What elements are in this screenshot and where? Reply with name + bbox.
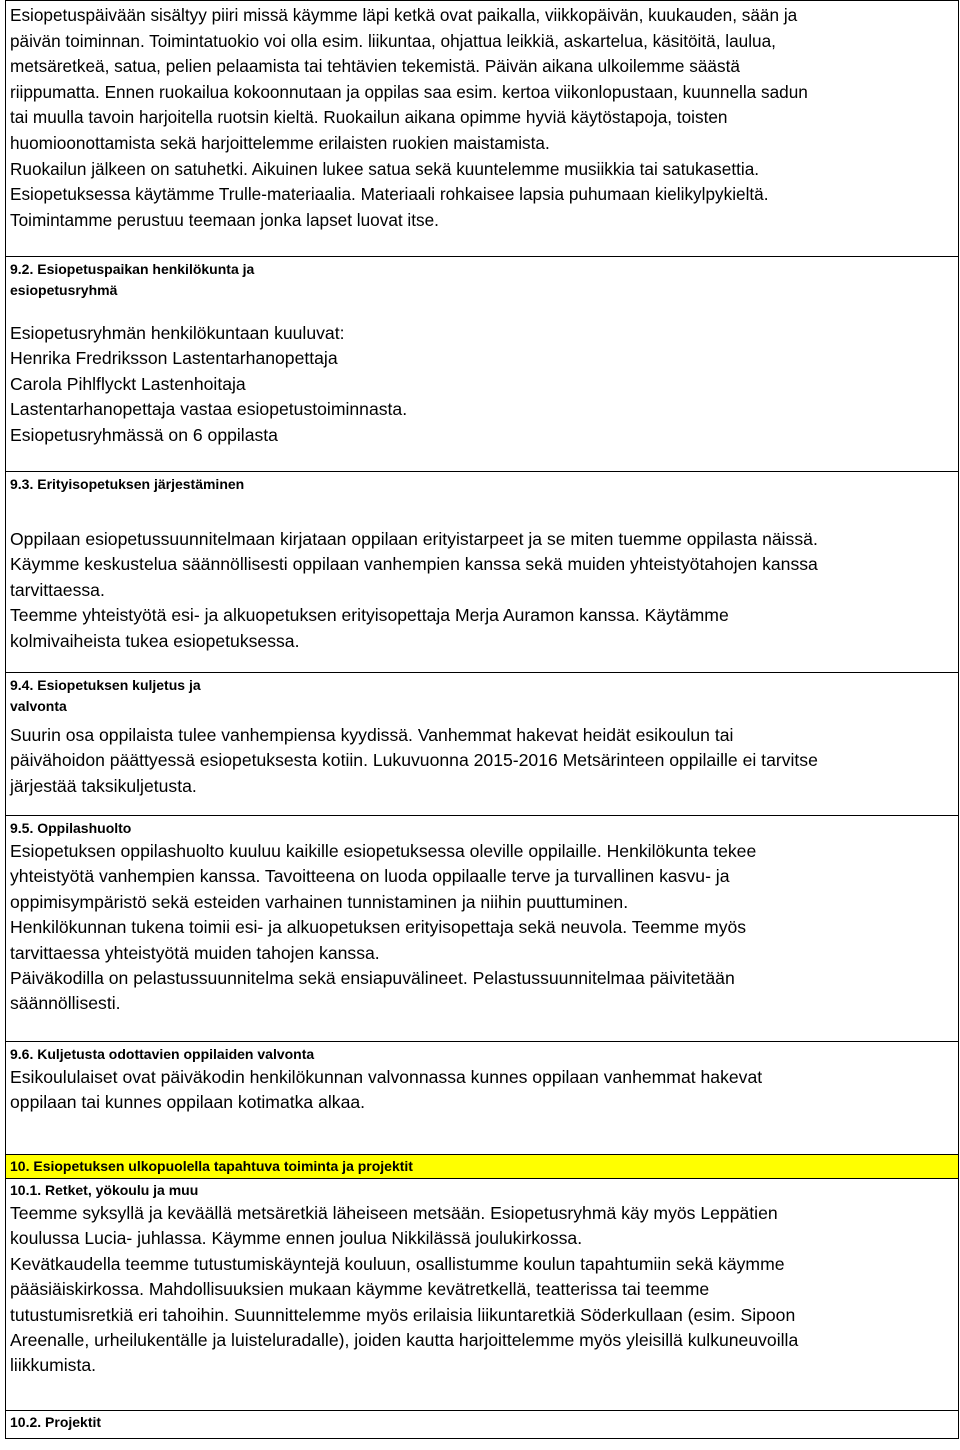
intro-cell [6, 1, 959, 257]
intro-row [6, 1, 959, 257]
section-10-1-cell [6, 1179, 959, 1411]
section-10-2-cell [6, 1411, 959, 1439]
text-line: oppimisympäristö sekä esteiden varhainen tunnistaminen ja niihin puuttuminen. [10, 891, 629, 912]
staff-line: Henrika Fredriksson Lastentarhanopettaja [10, 348, 338, 369]
staff-line: Esiopetusryhmässä on 6 oppilasta [10, 424, 278, 445]
text-line: pääsiäiskirkossa. Mahdollisuuksien mukaan käymme kevätretkellä, teatterissa tai teemme [10, 1279, 710, 1300]
staff-line: Esiopetusryhmän henkilökuntaan kuuluvat: [10, 323, 345, 343]
section-9-5-cell [6, 816, 959, 1042]
text-line: liikkumista. [10, 1355, 97, 1376]
text-line: yhteistyötä vanhempien kanssa. Tavoitteena on luoda oppilaalle terve ja turvallinen kasvu- ja [10, 866, 730, 887]
staff-line: Carola Pihlflyckt Lastenhoitaja [10, 373, 246, 394]
section-9-3-cell [6, 472, 959, 673]
section-heading: 9.4. Esiopetuksen kuljetus ja [10, 677, 201, 693]
text-line: tarvittaessa. [10, 579, 105, 600]
section-9-6-row [6, 1042, 959, 1155]
section-heading: 9.5. Oppilashuolto [10, 820, 132, 836]
section-9-5-row [6, 816, 959, 1042]
intro-line: Toimintamme perustuu teemaan jonka lapset luovat itse. [10, 209, 439, 230]
text-line: oppilaan tai kunnes oppilaan kotimatka alkaa. [10, 1092, 366, 1113]
text-line: tarvittaessa yhteistyötä muiden tahojen kanssa. [10, 942, 380, 963]
intro-line: tai muulla tavoin harjoitella ruotsin kieltä. Ruokailun aikana opimme hyviä käytöstapoja, toisten [10, 107, 728, 128]
section-heading: esiopetusryhmä [10, 282, 118, 298]
section-9-2-cell [6, 257, 959, 472]
text-line: Suurin osa oppilaista tulee vanhempiensa kyydissä. Vanhemmat hakevat heidät esikoulun tai [10, 725, 734, 745]
text-line: Teemme yhteistyötä esi- ja alkuopetuksen erityisopettaja Merja Auramon kanssa. Käytämme [10, 605, 729, 626]
section-9-4-row [6, 673, 959, 816]
section-heading: 9.6. Kuljetusta odottavien oppilaiden valvonta [10, 1046, 315, 1062]
text-line: Käymme keskustelua säännöllisesti oppilaan vanhempien kanssa sekä muiden yhteistyötahojen kanssa [10, 554, 818, 575]
intro-line: Esiopetuspäivään sisältyy piiri missä käymme läpi ketkä ovat paikalla, viikkopäivän, kuukauden, sään ja [10, 5, 798, 25]
section-9-2-row [6, 257, 959, 472]
section-heading: 9.3. Erityisopetuksen järjestäminen [10, 476, 245, 492]
section-10-cell [6, 1155, 959, 1179]
plan-table [5, 0, 959, 1439]
text-line: säännöllisesti. [10, 993, 121, 1014]
section-9-6-cell [6, 1042, 959, 1155]
section-10-2-row [6, 1411, 959, 1439]
intro-line: Esiopetuksessa käytämme Trulle-materiaalia. Materiaali rohkaisee lapsia puhumaan kielikylpykieltä. [10, 184, 769, 205]
text-line: Kevätkaudella teemme tutustumiskäyntejä kouluun, osallistumme koulun tapahtumiin sekä käymme [10, 1253, 785, 1274]
text-line: tutustumisretkiä eri tahoihin. Suunnittelemme myös erilaisia liikuntaretkiä Söderkullaan (esim. Sipoon [10, 1304, 796, 1325]
text-line: Esiopetuksen oppilashuolto kuuluu kaikille esiopetuksessa oleville oppilaille. Henkilökunta tekee [10, 841, 757, 861]
text-line: Teemme syksyllä ja keväällä metsäretkiä läheiseen metsään. Esiopetusryhmä käy myös Leppätien [10, 1203, 778, 1223]
text-line: Henkilökunnan tukena toimii esi- ja alkuopetuksen erityisopettaja sekä neuvola. Teemme myös [10, 917, 747, 938]
staff-line: Lastentarhanopettaja vastaa esiopetustoiminnasta. [10, 399, 408, 420]
text-line: Esikoululaiset ovat päiväkodin henkilökunnan valvonnassa kunnes oppilaan vanhemmat hakevat [10, 1067, 763, 1087]
text-line: järjestää taksikuljetusta. [10, 775, 197, 796]
section-heading: 10.1. Retket, yökoulu ja muu [10, 1182, 199, 1198]
text-line: koulussa Lucia- juhlassa. Käymme ennen joulua Nikkilässä joulukirkossa. [10, 1228, 583, 1249]
section-heading: 9.2. Esiopetuspaikan henkilökunta ja [10, 261, 255, 277]
intro-line: metsäretkeä, satua, pelien pelaamista tai tehtävien tekemistä. Päivän aikana ulkoilemme säästä [10, 56, 740, 77]
text-line: Areenalle, urheilukentälle ja luisteluradalle), joiden kautta harjoittelemme myös yleisillä kulkuneuvoilla [10, 1330, 799, 1351]
text-line: Oppilaan esiopetussuunnitelmaan kirjataan oppilaan erityistarpeet ja se miten tuemme oppilasta näissä. [10, 529, 818, 549]
section-heading: valvonta [10, 698, 67, 714]
text-line: kolmivaiheista tukea esiopetuksessa. [10, 630, 300, 651]
chapter-heading: 10. Esiopetuksen ulkopuolella tapahtuva toiminta ja projektit [10, 1158, 413, 1174]
intro-line: Ruokailun jälkeen on satuhetki. Aikuinen lukee satua sekä kuuntelemme musiikkia tai satukasettia. [10, 158, 760, 179]
intro-line: päivän toiminnan. Toimintatuokio voi olla esim. liikuntaa, ohjattua leikkiä, askartelua, käsitöitä, laulua, [10, 30, 776, 51]
section-9-4-cell [6, 673, 959, 816]
text-line: Päiväkodilla on pelastussuunnitelma sekä ensiapuvälineet. Pelastussuunnitelmaa päivitetään [10, 968, 735, 989]
section-10-row [6, 1155, 959, 1179]
text-line: päivähoidon päättyessä esiopetuksesta kotiin. Lukuvuonna 2015-2016 Metsärinteen oppilaille ei tarvitse [10, 750, 818, 771]
section-heading: 10.2. Projektit [10, 1414, 102, 1430]
section-9-3-row [6, 472, 959, 673]
intro-line: riippumatta. Ennen ruokailua kokoonnutaan ja oppilas saa esim. kertoa viikonlopustaan, kuunnella sadun [10, 81, 808, 102]
section-10-1-row [6, 1179, 959, 1411]
intro-line: huomioonottamista sekä harjoittelemme erilaisten ruokien maistamista. [10, 132, 550, 153]
